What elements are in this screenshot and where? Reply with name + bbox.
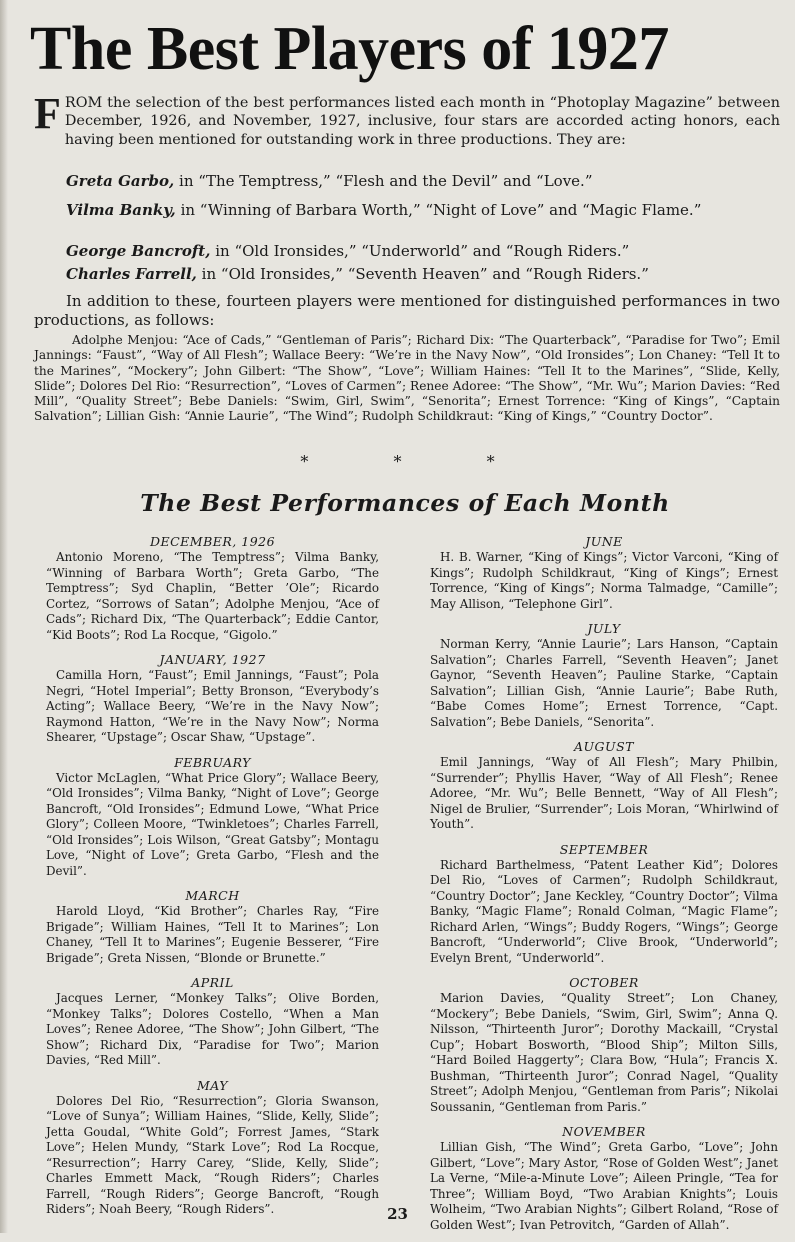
star-name: Greta Garbo, (66, 172, 175, 190)
right-column (430, 534, 778, 1242)
month-block (430, 975, 778, 1115)
month-heading: NOVEMBER (562, 1124, 646, 1139)
month-heading: OCTOBER (569, 975, 639, 990)
month-entries: Norman Kerry, “Annie Laurie”; Lars Hanson, “Captain Salvation”; Charles Farrell, “Seventh Heaven”; Janet Gaynor, “Seventh Heaven”; Pauline Starke, “Captain Salvation”; Lillian Gish, “Annie Laurie”; Babe Ruth, “Babe Comes Home”; Ernest Torrence, “Capt. Salvation”; Bebe Daniels, “Senorita”. (430, 637, 778, 729)
month-heading: JUNE (585, 534, 623, 549)
page-number: 23 (387, 1205, 408, 1223)
star-films: in “Old Ironsides,” “Seventh Heaven” and “Rough Riders.” (196, 265, 649, 283)
star-entry (34, 242, 780, 261)
month-block (430, 842, 778, 967)
month-entries: Antonio Moreno, “The Temptress”; Vilma Banky, “Winning of Barbara Worth”; Greta Garbo, “The Temptress”; Syd Chaplin, “Better ’Ole”; Ricardo Cortez, “Sorrows of Satan”; Adolphe Menjou, “Ace of Cads”; Richard Dix, “The Quarterback”; Eddie Cantor, “Kid Boots”; Rod La Rocque, “Gigolo.” (46, 550, 379, 642)
month-block (46, 755, 379, 880)
section-heading: The Best Performances of Each Month (140, 489, 670, 517)
month-block (46, 888, 379, 966)
month-block (430, 739, 778, 833)
month-heading: FEBRUARY (174, 754, 251, 770)
star-films: in “Old Ironsides,” “Underworld” and “Rough Riders.” (210, 242, 630, 260)
star-name: George Bancroft, (66, 242, 211, 260)
month-heading: DECEMBER, 1926 (149, 534, 276, 549)
month-entries: Dolores Del Rio, “Resurrection”; Gloria Swanson, “Love of Sunya”; William Haines, “Slide, Kelly, Slide”; Jetta Goudal, “White Gold”; Forrest James, “Stark Love”; Helen Mundy, “Stark Love”; Rod La Rocque, “Resurrection”; Harry Carey, “Slide, Kelly, Slide”; Charles Emmett Mack, “Rough Riders”; Charles Farrell, “Rough Riders”; George Bancroft, “Rough Riders”; Noah Beery, “Rough Riders”. (46, 1093, 379, 1216)
month-entries: Harold Lloyd, “Kid Brother”; Charles Ray, “Fire Brigade”; William Haines, “Tell It to Marines”; Lon Chaney, “Tell It to Marines”; Eugenie Besserer, “Fire Brigade”; Greta Nissen, “Blonde or Brunette.” (46, 904, 379, 965)
intro-paragraph (34, 89, 780, 149)
section-divider: * * * (300, 452, 535, 471)
month-block (46, 1078, 379, 1218)
month-entries: H. B. Warner, “King of Kings”; Victor Varconi, “King of Kings”; Rudolph Schildkraut, “King of Kings”; Ernest Torrence, “King of Kings”; Norma Talmadge, “Camille”; May Allison, “Telephone Girl”. (430, 550, 778, 611)
two-productions-list: Adolphe Menjou: “Ace of Cads,” “Gentleman of Paris”; Richard Dix: “The Quarterback”, “Paradise for Two”; Emil Jannings: “Faust”, “Way of All Flesh”; Wallace Beery: “We’re in the Navy Now”, “Old Ironsides”; Lon Chaney: “Tell It to the Marines”, “Mockery”; John Gilbert: “The Show”, “Love”; William Haines: “Tell It to the Marines”, “Slide, Kelly, Slide”; Dolores Del Rio: “Resurrection”, “Loves of Carmen”; Renee Adoree: “The Show”, “Mr. Wu”; Marion Davies: “Red Mill”, “Quality Street”; Bebe Daniels: “Swim, Girl, Swim”, “Senorita”; Ernest Torrence: “King of Kings”, “Captain Salvation”; Lillian Gish: “Annie Laurie”, “The Wind”; Rudolph Schildkraut: “King of Kings,” “Country Doctor”. (34, 333, 780, 424)
month-heading: APRIL (191, 975, 234, 990)
star-entry (34, 201, 780, 220)
month-block (430, 621, 778, 730)
month-entries: Jacques Lerner, “Monkey Talks”; Olive Borden, “Monkey Talks”; Dolores Costello, “When a Man Loves”; Renee Adoree, “The Show”; John Gilbert, “The Show”; Richard Dix, “Paradise for Two”; Marion Davies, “Red Mill”. (46, 991, 379, 1067)
month-block (46, 975, 379, 1069)
month-entries: Marion Davies, “Quality Street”; Lon Chaney, “Mockery”; Bebe Daniels, “Swim, Girl, Swim”; Anna Q. Nilsson, “Thirteenth Juror”; Dorothy Mackaill, “Crystal Cup”; Hobart Bosworth, “Blood Ship”; Milton Sills, “Hard Boiled Haggerty”; Clara Bow, “Hula”; Francis X. Bushman, “Thirteenth Juror”; Conrad Nagel, “Quality Street”; Adolph Menjou, “Gentleman from Paris”; Nikolai Soussanin, “Gentleman from Paris.” (430, 991, 778, 1114)
star-name: Charles Farrell, (66, 265, 197, 283)
month-block (46, 652, 379, 746)
month-heading: MAY (196, 1077, 229, 1093)
star-entry (34, 172, 780, 191)
month-heading: JANUARY, 1927 (159, 652, 266, 667)
month-heading: JULY (587, 621, 621, 636)
star-films: in “The Temptress,” “Flesh and the Devil” and “Love.” (174, 172, 593, 190)
addition-paragraph: In addition to these, fourteen players were mentioned for distinguished performances in two productions, as follows: (34, 292, 780, 329)
month-entries: Emil Jannings, “Way of All Flesh”; Mary Philbin, “Surrender”; Phyllis Haver, “Way of All Flesh”; Renee Adoree, “Mr. Wu”; Belle Bennett, “Way of All Flesh”; Nigel de Brulier, “Surrender”; Lois Moran, “Whirlwind of Youth”. (430, 755, 778, 831)
page-title: The Best Players of 1927 (30, 15, 669, 83)
star-name: Vilma Banky, (66, 201, 176, 219)
month-heading: SEPTEMBER (559, 841, 649, 857)
drop-cap: F (34, 89, 61, 138)
left-column (46, 534, 379, 1227)
month-entries: Richard Barthelmess, “Patent Leather Kid”; Dolores Del Rio, “Loves of Carmen”; Rudolph Schildkraut, “Country Doctor”; Jane Keckley, “Country Doctor”; Vilma Banky, “Magic Flame”; Ronald Colman, “Magic Flame”; Richard Arlen, “Wings”; Buddy Rogers, “Wings”; George Bancroft, “Underworld”; Clive Brook, “Underworld”; Evelyn Brent, “Underworld”. (430, 857, 778, 965)
month-heading: AUGUST (574, 739, 634, 754)
month-entries: Lillian Gish, “The Wind”; Greta Garbo, “Love”; John Gilbert, “Love”; Mary Astor, “Rose of Golden West”; Janet La Verne, “Mile-a-Minute Love”; Aileen Pringle, “Tea for Three”; William Boyd, “Two Arabian Knights”; Louis Wolheim, “Two Arabian Nights”; Gilbert Roland, “Rose of Golden West”; Ivan Petrovitch, “Garden of Allah”. (430, 1140, 778, 1232)
intro-text: ROM the selection of the best performances listed each month in “Photoplay Magazine” between December, 1926, and November, 1927, inclusive, four stars are accorded acting honors, each having been mentioned for outstanding work in three productions. They are: (64, 95, 780, 148)
month-heading: MARCH (185, 888, 240, 903)
star-entry (34, 265, 780, 284)
star-films: in “Winning of Barbara Worth,” “Night of Love” and “Magic Flame.” (175, 201, 702, 219)
binding-shadow (0, 0, 8, 1233)
month-block (46, 534, 379, 643)
month-block (430, 534, 778, 612)
month-entries: Victor McLaglen, “What Price Glory”; Wallace Beery, “Old Ironsides”; Vilma Banky, “Night of Love”; George Bancroft, “Old Ironsides”; Edmund Lowe, “What Price Glory”; Colleen Moore, “Twinkletoes”; Charles Farrell, “Old Ironsides”; Lois Wilson, “Great Gatsby”; Montagu Love, “Night of Love”; Greta Garbo, “Flesh and the Devil”. (46, 770, 379, 878)
month-entries: Camilla Horn, “Faust”; Emil Jannings, “Faust”; Pola Negri, “Hotel Imperial”; Betty Bronson, “Everybody’s Acting”; Wallace Beery, “We’re in the Navy Now”; Raymond Hatton, “We’re in the Navy Now”; Norma Shearer, “Upstage”; Oscar Shaw, “Upstage”. (46, 668, 379, 744)
